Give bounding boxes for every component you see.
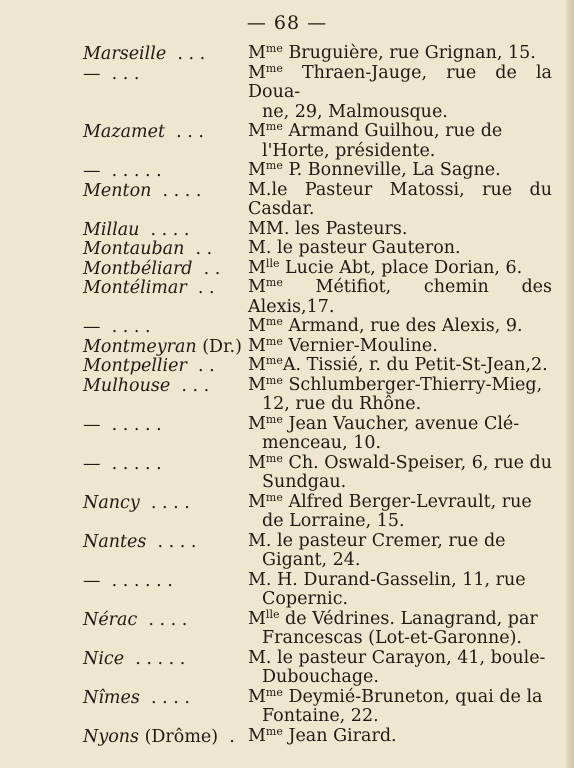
contact-prefix: M <box>248 257 266 278</box>
contact-text <box>248 685 552 727</box>
contact-text <box>248 256 552 279</box>
place-town: — <box>83 570 101 591</box>
contact-text <box>248 334 552 357</box>
contact-prefix: M <box>248 277 266 297</box>
contact-detail: P. Bonneville, La Sagne. <box>282 160 501 180</box>
directory-entry <box>0 607 574 649</box>
leader-dots: . . . . . <box>100 414 162 435</box>
leader-dots: . . . . <box>139 492 190 513</box>
place-name <box>83 259 255 281</box>
contact-text <box>248 317 552 337</box>
place-town: Montauban <box>83 239 185 259</box>
directory-entry <box>0 334 574 357</box>
place-town: Millau <box>83 219 140 240</box>
directory-entry <box>0 724 574 747</box>
contact-text <box>248 649 552 688</box>
contact-text <box>248 122 552 161</box>
title-superscript: me <box>265 276 283 289</box>
place-name <box>83 220 255 242</box>
title-superscript: me <box>265 120 283 133</box>
contact-prefix: M <box>248 413 266 434</box>
place-name <box>83 44 255 66</box>
leader-dots: . . . <box>166 44 206 64</box>
title-superscript: me <box>265 61 283 75</box>
place-name <box>83 454 255 476</box>
leader-dots: . . . . . <box>100 453 162 474</box>
contact-detail: Armand, rue des Alexis, 9. <box>282 316 523 336</box>
contact-detail: Thraen-Jauge, rue de la Doua- <box>248 62 552 102</box>
directory-entry <box>0 256 574 279</box>
place-name <box>83 337 255 359</box>
contact-text <box>248 161 552 181</box>
contact-prefix: M <box>248 121 266 141</box>
place-name <box>83 493 255 515</box>
leader-dots: . . . . . <box>100 161 162 181</box>
contact-prefix: MM. les Pasteurs. <box>248 218 408 239</box>
place-qualifier: (Drôme) <box>139 726 219 747</box>
leader-dots: . . . . <box>100 317 151 337</box>
contact-prefix: M <box>248 491 266 512</box>
directory-entry <box>0 571 574 610</box>
place-town: Nîmes <box>83 687 140 708</box>
leader-dots: . . . <box>170 375 210 396</box>
title-superscript: lle <box>265 256 280 270</box>
contact-prefix: M <box>248 335 266 356</box>
contact-detail: Deymié-Bruneton, quai de la <box>282 686 543 707</box>
place-name <box>83 181 255 203</box>
title-superscript: me <box>265 490 283 504</box>
page-number: — 68 — <box>246 12 328 34</box>
contact-text <box>248 490 552 532</box>
place-town: Montélimar <box>83 278 187 298</box>
directory-entry <box>0 161 574 181</box>
directory-entry <box>0 239 574 259</box>
place-name <box>83 122 255 144</box>
contact-detail: Vernier-Mouline. <box>282 335 438 356</box>
contact-detail: Schlumberger-Thierry-Mieg, <box>282 374 543 395</box>
contact-prefix: M <box>248 62 266 83</box>
place-town: Mulhouse <box>83 375 171 396</box>
contact-detail: Jean Vaucher, avenue Clé- <box>282 413 520 434</box>
contact-detail: Ch. Oswald-Speiser, 6, rue du <box>282 452 553 473</box>
contact-text <box>248 61 552 123</box>
place-town: Nyons <box>83 726 139 747</box>
contact-continuation: Gigant, 24. <box>262 550 361 570</box>
title-superscript: me <box>265 412 283 426</box>
place-name <box>83 356 255 378</box>
place-town: Montbéliard <box>83 258 193 279</box>
contact-detail: de Védrines. Lanagrand, par <box>279 608 538 629</box>
contact-text <box>248 532 552 571</box>
contact-prefix: M <box>248 160 266 180</box>
place-town: — <box>83 161 101 181</box>
contact-prefix: M.le Pasteur Matossi, rue du Casdar. <box>248 179 552 219</box>
contact-detail: Métifiot, chemin des Alexis,17. <box>248 277 552 317</box>
place-qualifier: (Dr.) <box>196 336 242 357</box>
contact-prefix: M <box>248 452 266 473</box>
contact-continuation: l'Horte, présidente. <box>262 140 436 161</box>
directory-entry <box>0 44 574 64</box>
directory-entry <box>0 61 574 123</box>
contact-detail: Alfred Berger-Levrault, rue <box>282 491 532 512</box>
directory-entry <box>0 451 574 493</box>
contact-prefix: M. H. Durand-Gasselin, 11, rue <box>248 569 526 590</box>
contact-text <box>248 239 552 259</box>
contact-prefix: M <box>248 316 266 336</box>
directory-entry <box>0 317 574 337</box>
place-name <box>83 278 255 300</box>
contact-prefix: M <box>248 374 266 395</box>
contact-continuation: Dubouchage. <box>262 667 379 687</box>
leader-dots: . . <box>186 356 215 376</box>
place-town: — <box>83 414 101 435</box>
contact-continuation: Copernic. <box>262 589 349 609</box>
place-town: Nérac <box>83 609 138 630</box>
contact-prefix: M <box>248 355 266 375</box>
place-name <box>83 532 255 554</box>
place-name <box>83 649 255 671</box>
directory-entry <box>0 373 574 415</box>
leader-dots: . <box>218 726 235 747</box>
contact-continuation: ne, 29, Malmousque. <box>262 101 448 122</box>
leader-dots: . . <box>186 278 215 298</box>
place-name <box>83 64 255 86</box>
place-town: Nancy <box>83 492 140 513</box>
directory-entry <box>0 532 574 571</box>
title-superscript: me <box>265 451 283 465</box>
place-town: Nice <box>83 648 125 669</box>
contact-text <box>248 181 552 220</box>
contact-text <box>248 451 553 493</box>
contact-continuation: Fontaine, 22. <box>262 706 379 726</box>
place-name <box>83 610 255 632</box>
contact-continuation: Sundgau. <box>262 472 347 492</box>
contact-text <box>248 373 552 415</box>
contact-prefix: M <box>248 686 266 707</box>
leader-dots: . . . <box>100 63 140 84</box>
contact-prefix: M <box>248 43 266 63</box>
directory-entry <box>0 356 574 376</box>
contact-continuation: Francescas (Lot-et-Garonne). <box>262 628 522 648</box>
contact-detail: Bruguière, rue Grignan, 15. <box>282 43 536 63</box>
leader-dots: . . <box>192 258 221 279</box>
title-superscript: me <box>265 42 283 55</box>
contact-prefix: M. le pasteur Cremer, rue de <box>248 530 506 551</box>
place-town: — <box>83 63 101 84</box>
place-town: Montmeyran <box>83 336 197 357</box>
place-name <box>83 727 255 749</box>
directory-entry <box>0 685 574 727</box>
place-name <box>83 317 255 339</box>
contact-detail: Armand Guilhou, rue de <box>282 121 503 141</box>
title-superscript: me <box>265 685 283 699</box>
title-superscript: me <box>265 334 283 348</box>
title-superscript: me <box>265 354 283 367</box>
directory-entry <box>0 122 574 161</box>
title-superscript: me <box>265 724 283 738</box>
place-name <box>83 161 255 183</box>
leader-dots: . . . . <box>137 609 188 630</box>
place-name <box>83 688 255 710</box>
directory-entry <box>0 490 574 532</box>
contact-text <box>248 571 552 610</box>
directory-entry <box>0 412 574 454</box>
place-town: Montpellier <box>83 356 187 376</box>
leader-dots: . . . . <box>139 219 190 240</box>
directory-entry <box>0 278 574 317</box>
contact-detail: A. Tissié, r. du Petit-St-Jean,2. <box>282 355 548 375</box>
contact-prefix: M <box>248 608 266 629</box>
contact-continuation: de Lorraine, 15. <box>262 511 405 531</box>
title-superscript: lle <box>265 607 280 621</box>
directory-entry <box>0 220 574 240</box>
place-name <box>83 571 255 593</box>
contact-text <box>248 724 552 747</box>
contact-prefix: M. le pasteur Carayon, 41, boule- <box>248 647 546 668</box>
leader-dots: . . . <box>165 122 204 142</box>
place-name <box>83 376 255 398</box>
directory-entry <box>0 181 574 220</box>
contact-detail: Lucie Abt, place Dorian, 6. <box>279 257 523 278</box>
contact-text <box>248 278 552 317</box>
contact-prefix: M <box>248 725 266 746</box>
place-town: Mazamet <box>83 122 165 142</box>
place-town: — <box>83 453 101 474</box>
leader-dots: . . . . . <box>124 648 186 669</box>
contact-text <box>248 44 552 64</box>
contact-text <box>248 220 552 240</box>
title-superscript: me <box>265 159 283 172</box>
contact-continuation: menceau, 10. <box>262 433 382 453</box>
place-town: Menton <box>83 180 152 201</box>
contact-text <box>248 412 552 454</box>
title-superscript: me <box>265 315 283 328</box>
place-name <box>83 415 255 437</box>
contact-text <box>248 607 552 649</box>
contact-continuation: 12, rue du Rhône. <box>262 394 422 414</box>
directory-entry <box>0 649 574 688</box>
leader-dots: . . . . . . <box>100 570 173 591</box>
place-town: Nantes <box>83 531 147 552</box>
directory-list <box>0 44 574 746</box>
leader-dots: . . . . <box>139 687 190 708</box>
place-town: — <box>83 317 101 337</box>
contact-prefix: M. le pasteur Gauteron. <box>248 238 461 258</box>
contact-text <box>248 356 552 376</box>
contact-detail: Jean Girard. <box>282 725 397 746</box>
place-town: Marseille <box>83 44 167 64</box>
leader-dots: . . . . <box>151 180 202 201</box>
place-name <box>83 239 255 261</box>
leader-dots: . . <box>184 239 213 259</box>
leader-dots: . . . . <box>146 531 197 552</box>
title-superscript: me <box>265 373 283 387</box>
